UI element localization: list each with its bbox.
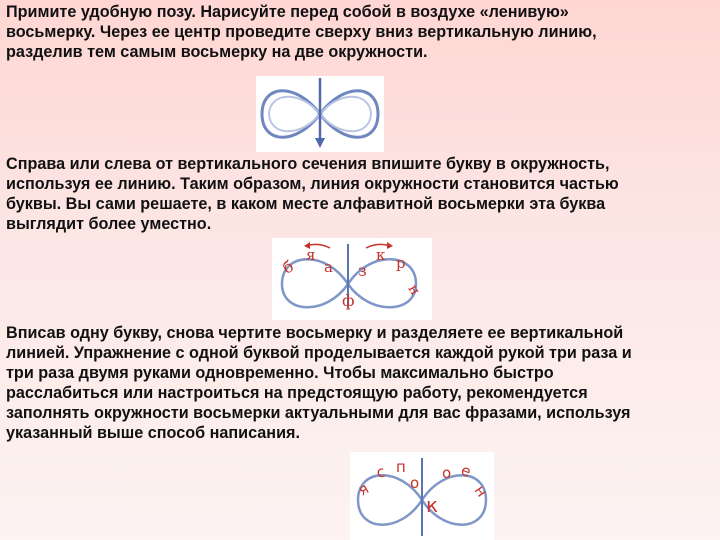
paragraph-exercise: Вписав одну букву, снова чертите восьмерку и разделяете ее вертикальной линией. Упражнение с одной буквой проделывается каждой рукой три раза и три раза двумя руками одновременно. Чтобы максимально быстро расслабиться или настроиться на предстоящую работу, рекомендуется заполнять окружности восьмерки актуальными для вас фразами, используя указанный выше способ написания.	[6, 324, 632, 442]
letter-right-1: з	[358, 261, 367, 280]
arrow-right-icon	[387, 242, 393, 249]
letter-2: с	[374, 462, 388, 482]
figure-lazy-eight-divided	[256, 76, 384, 152]
letter-1: я	[355, 479, 372, 500]
letter-left-2: я	[306, 246, 316, 264]
letter-5: к	[426, 493, 439, 517]
letter-right-4: н	[404, 282, 424, 299]
arrow-down-icon	[315, 138, 325, 148]
letter-3: п	[396, 458, 406, 476]
letter-bottom: ф	[342, 291, 355, 310]
figure-alphabet-eight	[272, 238, 432, 320]
letter-6: о	[442, 464, 452, 482]
letter-right-3: р	[396, 254, 406, 272]
letter-8: н	[470, 481, 492, 501]
letter-left-1: б	[279, 256, 297, 278]
paragraph-intro: Примите удобную позу. Нарисуйте перед собой в воздухе «ленивую» восьмерку. Через ее центр проведите сверху вниз вертикальную линию, разделив тем самым восьмерку на две окружности.	[6, 3, 597, 61]
letter-4: о	[410, 474, 420, 492]
letter-right-2: к	[376, 246, 386, 264]
figure-phrase-eight	[350, 452, 494, 540]
letter-left-3: а	[324, 258, 333, 276]
paragraph-letters: Справа или слева от вертикального сечения впишите букву в окружность, используя ее линию. Таким образом, линия окружности становится частью буквы. Вы сами решаете, в каком месте алфавитной восьмерки эта буква выглядит более уместно.	[6, 155, 619, 233]
letter-7: е	[458, 460, 474, 481]
